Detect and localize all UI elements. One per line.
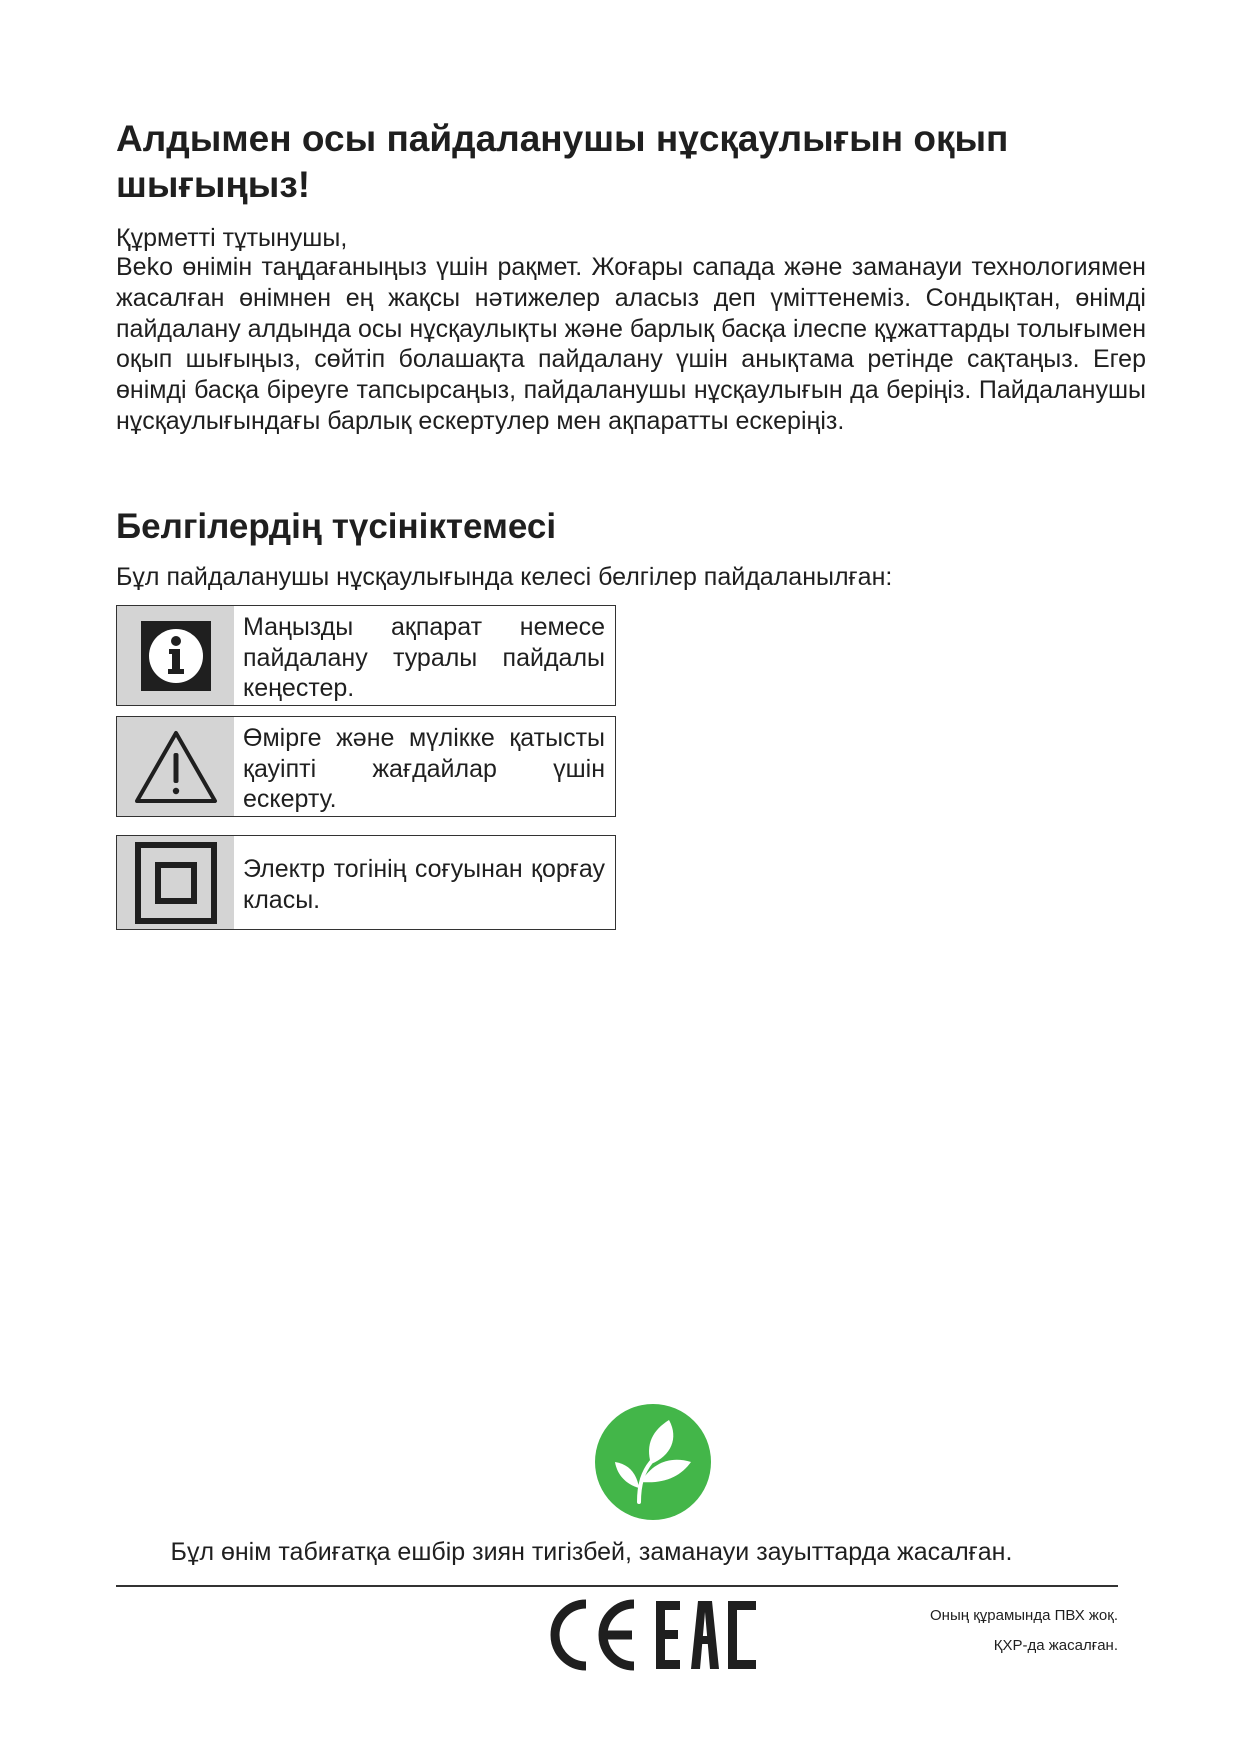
symbol-warning-text: Өмірге және мүлікке қатысты қауіпті жағдайлар үшін ескерту. <box>243 724 605 813</box>
page-title: Алдымен осы пайдаланушы нұсқаулығын оқып шығыңыз! <box>116 118 1009 205</box>
intro-paragraph: Beko өнімін таңдағаныңыз үшін рақмет. Жоғары сапада және заманауи технологиямен жасалған өнімнен ең жақсы нәтижелер аласыз деп үміттенеміз. Сондықтан, өнімді пайдалану алдында осы нұсқаулықты және барлық басқа ілеспе құжаттарды толығымен оқып шығыңыз, сөйтіп болашақта пайдалану үшін анықтама ретінде сақтаңыз. Егер өнімді басқа біреуге тапсырсаңыз, пайдаланушы нұсқаулығын да беріңіз. Пайдаланушы нұсқаулығындағы барлық ескертулер мен ақпаратты ескеріңіз. <box>116 253 1146 435</box>
warning-icon <box>117 717 234 816</box>
info-icon <box>117 606 234 705</box>
made-in-note: ҚХР-да жасалған. <box>993 1637 1118 1654</box>
ce-mark <box>555 1604 634 1666</box>
symbol-protection-class-text: Электр тогінің соғуынан қорғау класы. <box>243 855 605 914</box>
protection-class-icon <box>117 836 234 929</box>
symbol-info-box <box>116 605 616 706</box>
eco-statement: Бұл өнім табиғатқа ешбір зиян тигізбей, заманауи зауыттарда жасалған. <box>170 1538 1013 1566</box>
symbol-info-text: Маңызды ақпарат немесе пайдалану туралы пайдалы кеңестер. <box>243 613 605 702</box>
pvc-note: Оның құрамында ПВХ жоқ. <box>930 1607 1118 1624</box>
symbol-protection-class-box <box>116 835 616 930</box>
eac-mark <box>656 1601 756 1669</box>
legend-intro: Бұл пайдаланушы нұсқаулығында келесі белгілер пайдаланылған: <box>116 563 893 591</box>
symbol-warning-box <box>116 716 616 817</box>
ce-eac-marks <box>548 1598 760 1672</box>
greeting: Құрметті тұтынушы, <box>116 224 348 252</box>
eco-leaf-icon <box>595 1404 711 1520</box>
footer-divider <box>116 1585 1118 1587</box>
legend-heading: Белгілердің түсініктемесі <box>116 507 557 546</box>
